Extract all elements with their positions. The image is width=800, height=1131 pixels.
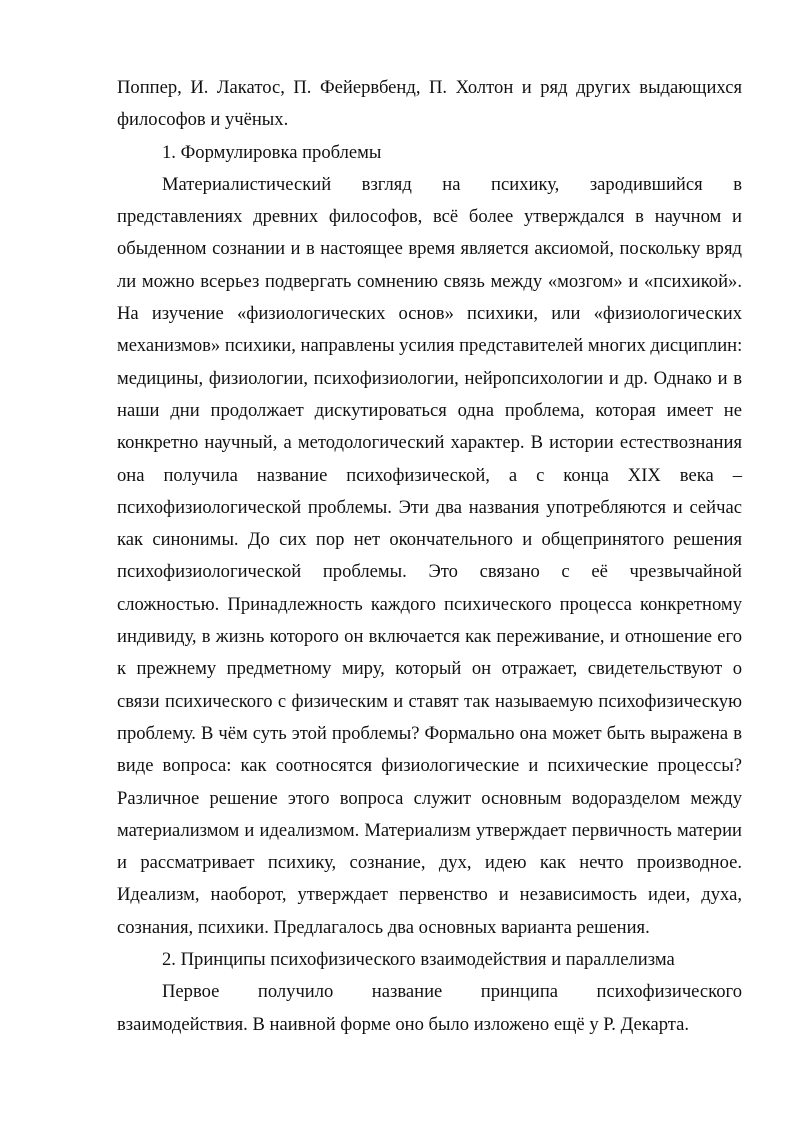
- continuation-paragraph: [117, 72, 742, 137]
- text-line: индивиду, в жизнь которого он включается как переживание, и отношение его: [117, 626, 742, 648]
- text-line: наши дни продолжает дискутироваться одна проблема, которая имеет не: [117, 399, 742, 421]
- text-line: материализмом и идеализмом. Материализм утверждает первичность материи: [117, 819, 742, 841]
- section-2-paragraph: [117, 976, 742, 1041]
- document-page: [117, 72, 742, 1041]
- text-line: связи психического с физическим и ставят так называемую психофизическую: [117, 690, 742, 712]
- text-line: На изучение «физиологических основ» психики, или «физиологических: [117, 303, 742, 325]
- section-1-paragraph: [117, 169, 742, 944]
- text-line: психофизиологической проблемы. Эти два названия употребляются и сейчас: [117, 496, 742, 518]
- text-line: Поппер, И. Лакатос, П. Фейервбенд, П. Холтон и ряд других выдающихся: [117, 77, 742, 98]
- text-line: Различное решение этого вопроса служит основным водоразделом между: [117, 787, 742, 809]
- section-heading-2: 2. Принципы психофизического взаимодействия и параллелизма: [162, 949, 675, 971]
- text-line: сложностью. Принадлежность каждого психического процесса конкретному: [117, 593, 742, 615]
- text-line: как синонимы. До сих пор нет окончательного и общепринятого решения: [117, 529, 742, 551]
- text-line: Идеализм, наоборот, утверждает первенство и независимость идеи, духа,: [117, 884, 742, 906]
- text-line: к прежнему предметному миру, который он отражает, свидетельствуют о: [117, 658, 742, 680]
- text-line: взаимодействия. В наивной форме оно было изложено ещё у Р. Декарта.: [117, 1013, 690, 1035]
- text-line: ли можно всерьез подвергать сомнению связь между «мозгом» и «психикой».: [117, 270, 742, 292]
- text-line: философов и учёных.: [117, 109, 289, 131]
- text-line: виде вопроса: как соотносятся физиологические и психические процессы?: [117, 755, 742, 777]
- text-line: Первое получило название принципа психофизического: [162, 981, 742, 1003]
- text-line: конкретно научный, а методологический характер. В истории естествознания: [117, 432, 742, 454]
- text-line: сознания, психики. Предлагалось два основных варианта решения.: [117, 916, 650, 938]
- text-line: медицины, физиологии, психофизиологии, нейропсихологии и др. Однако и в: [117, 367, 742, 389]
- text-line: проблему. В чём суть этой проблемы? Формально она может быть выражена в: [117, 722, 742, 744]
- text-line: и рассматривает психику, сознание, дух, идею как нечто производное.: [117, 852, 742, 874]
- text-line: Материалистический взгляд на психику, зародившийся в: [162, 173, 742, 195]
- text-line: механизмов» психики, направлены усилия представителей многих дисциплин:: [117, 335, 743, 357]
- text-line: она получила название психофизической, а с конца XIX века –: [117, 464, 742, 486]
- section-heading-1: 1. Формулировка проблемы: [162, 141, 382, 163]
- text-line: обыденном сознании и в настоящее время является аксиомой, поскольку вряд: [117, 238, 742, 260]
- text-line: представлениях древних философов, всё более утверждался в научном и: [117, 206, 742, 228]
- text-line: психофизиологической проблемы. Это связано с её чрезвычайной: [117, 561, 742, 583]
